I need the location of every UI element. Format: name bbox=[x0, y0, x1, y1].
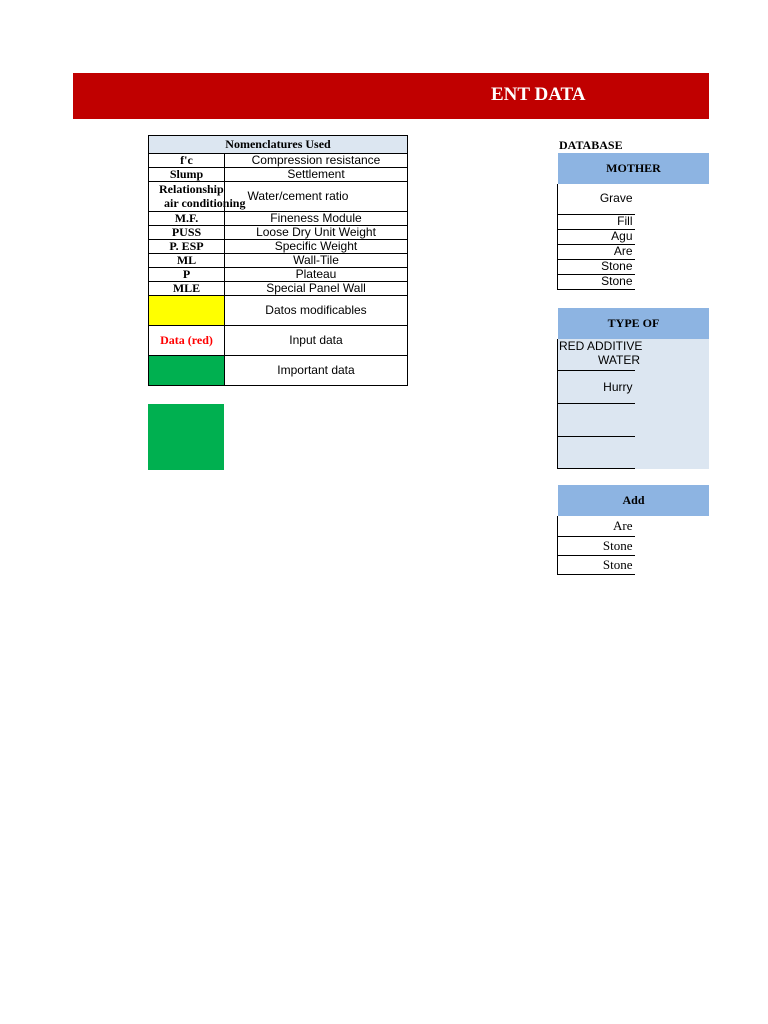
desc-cell: Plateau bbox=[225, 268, 408, 282]
type-of-line: WATER bbox=[598, 353, 640, 367]
desc-text: Water/cement ratio bbox=[247, 189, 349, 203]
legend-desc: Input data bbox=[225, 326, 408, 356]
abbr-cell: P. ESP bbox=[149, 240, 225, 254]
abbr-cell: M.F. bbox=[149, 212, 225, 226]
desc-cell: Compression resistance bbox=[225, 154, 408, 168]
desc-cell bbox=[225, 182, 408, 212]
mother-cell: Fill bbox=[558, 214, 635, 229]
mother-header bbox=[558, 153, 710, 184]
green-swatch-extension bbox=[148, 404, 224, 470]
abbr-cell: ML bbox=[149, 254, 225, 268]
banner-title: ENT DATA bbox=[491, 84, 586, 105]
abbr-cell: PUSS bbox=[149, 226, 225, 240]
mother-cell: Are bbox=[558, 244, 635, 259]
add-header bbox=[558, 485, 710, 516]
type-of-header bbox=[558, 308, 710, 339]
type-of-cell: Hurry bbox=[558, 371, 635, 404]
desc-cell: Fineness Module bbox=[225, 212, 408, 226]
type-of-cell bbox=[558, 437, 635, 469]
abbr-cell: Slump bbox=[149, 168, 225, 182]
desc-cell: Special Panel Wall bbox=[225, 282, 408, 296]
mother-table bbox=[557, 153, 709, 290]
yellow-swatch bbox=[149, 296, 225, 326]
database-label: DATABASE bbox=[559, 138, 623, 152]
legend-desc: Important data bbox=[225, 356, 408, 386]
add-cell: Stone bbox=[558, 555, 635, 574]
nomenclature-table bbox=[148, 135, 408, 386]
abbr-line: Relationship bbox=[159, 182, 224, 196]
add-cell: Stone bbox=[558, 536, 635, 555]
desc-cell: Loose Dry Unit Weight bbox=[225, 226, 408, 240]
mother-cell: Grave bbox=[558, 184, 635, 214]
type-of-cell bbox=[558, 404, 635, 437]
mother-header-text: MOTHER bbox=[606, 161, 661, 175]
type-of-cell bbox=[558, 339, 643, 371]
desc-cell: Wall-Tile bbox=[225, 254, 408, 268]
type-of-table bbox=[557, 308, 709, 469]
mother-cell: Agu bbox=[558, 229, 635, 244]
abbr-cell: P bbox=[149, 268, 225, 282]
legend-desc: Datos modificables bbox=[225, 296, 408, 326]
green-swatch bbox=[149, 356, 225, 386]
mother-cell: Stone bbox=[558, 259, 635, 274]
abbr-line: air conditioning bbox=[164, 196, 246, 210]
mother-cell: Stone bbox=[558, 274, 635, 289]
desc-cell: Specific Weight bbox=[225, 240, 408, 254]
add-header-text: Add bbox=[622, 493, 645, 507]
abbr-cell-relationship bbox=[149, 182, 246, 212]
abbr-cell: MLE bbox=[149, 282, 225, 296]
desc-cell: Settlement bbox=[225, 168, 408, 182]
title-banner bbox=[73, 73, 709, 119]
type-of-line: RED ADDITIVE bbox=[559, 339, 643, 353]
type-of-header-text: TYPE OF bbox=[607, 316, 660, 330]
red-data-label: Data (red) bbox=[149, 326, 225, 356]
add-table bbox=[557, 485, 709, 575]
abbr-cell: f'c bbox=[149, 154, 225, 168]
nomenclature-header: Nomenclatures Used bbox=[149, 136, 408, 154]
add-cell: Are bbox=[558, 516, 635, 536]
